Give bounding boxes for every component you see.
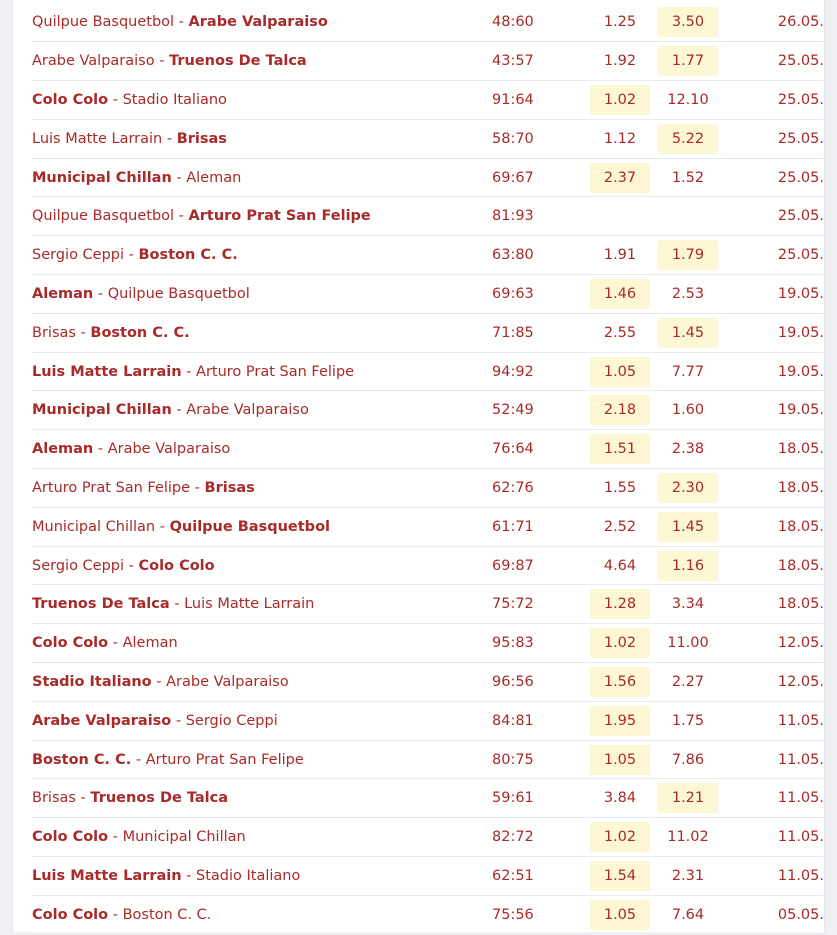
away-team-link[interactable]: Arturo Prat San Felipe: [188, 208, 371, 225]
away-team-link[interactable]: Arturo Prat San Felipe: [145, 751, 304, 768]
team-separator: -: [108, 91, 123, 108]
team-separator: -: [93, 441, 108, 458]
match-cell[interactable]: [32, 624, 492, 663]
odd-home-cell: [586, 197, 654, 236]
odd-away-value[interactable]: 2.30: [658, 473, 718, 503]
odd-home-cell: [586, 236, 654, 275]
match-cell[interactable]: [32, 313, 492, 352]
team-separator: -: [174, 208, 189, 225]
odd-away-value[interactable]: 1.60: [671, 402, 705, 419]
match-row[interactable]: [32, 779, 824, 818]
home-team-link[interactable]: Colo Colo: [32, 635, 109, 652]
away-team-link[interactable]: Sergio Ceppi: [185, 712, 278, 729]
odd-away-cell: [654, 469, 722, 508]
score-cell[interactable]: 59:61: [492, 779, 586, 818]
odd-home-cell: [586, 701, 654, 740]
home-team-link[interactable]: Colo Colo: [32, 829, 109, 846]
home-team-link[interactable]: Municipal Chillan: [32, 402, 172, 419]
odd-away-cell: [654, 546, 722, 585]
away-team-link[interactable]: Stadio Italiano: [122, 91, 227, 108]
odd-home-value[interactable]: 1.55: [603, 479, 637, 496]
odd-home-value[interactable]: 1.56: [590, 667, 650, 697]
score-cell[interactable]: 91:64: [492, 81, 586, 120]
match-date: 25.05.: [722, 42, 824, 81]
match-date: 19.05.: [722, 313, 824, 352]
team-separator: -: [108, 635, 123, 652]
odd-away-value[interactable]: 12.10: [667, 91, 709, 108]
home-team-link[interactable]: Municipal Chillan: [32, 169, 172, 186]
home-team-link[interactable]: Sergio Ceppi: [32, 557, 125, 574]
odd-away-value[interactable]: 2.31: [671, 867, 705, 884]
odd-home-cell: [586, 81, 654, 120]
odd-home-cell: [586, 895, 654, 934]
score-cell[interactable]: 75:56: [492, 895, 586, 934]
away-team-link[interactable]: Aleman: [186, 169, 242, 186]
odd-away-value[interactable]: 1.52: [671, 169, 705, 186]
odd-away-cell: [654, 158, 722, 197]
match-row[interactable]: [32, 507, 824, 546]
away-team-link[interactable]: Aleman: [122, 635, 178, 652]
match-date: 11.05.: [722, 818, 824, 857]
odd-home-value[interactable]: 2.37: [590, 163, 650, 193]
odd-home-value[interactable]: 1.02: [590, 85, 650, 115]
away-team-link[interactable]: Colo Colo: [138, 557, 215, 574]
score-cell[interactable]: 69:67: [492, 158, 586, 197]
score-cell[interactable]: 62:76: [492, 469, 586, 508]
match-row[interactable]: [32, 42, 824, 81]
match-cell[interactable]: [32, 585, 492, 624]
team-separator: -: [181, 867, 197, 884]
match-cell[interactable]: [32, 3, 492, 42]
team-separator: -: [169, 596, 185, 613]
score-cell[interactable]: 69:63: [492, 275, 586, 314]
match-row[interactable]: [32, 158, 824, 197]
score-cell[interactable]: 82:72: [492, 818, 586, 857]
score-cell[interactable]: 75:72: [492, 585, 586, 624]
home-team-link[interactable]: Arabe Valparaiso: [32, 712, 172, 729]
match-cell[interactable]: [32, 546, 492, 585]
score-cell[interactable]: 48:60: [492, 3, 586, 42]
home-team-link[interactable]: Colo Colo: [32, 906, 109, 923]
odd-away-cell: [654, 352, 722, 391]
odd-home-value[interactable]: 1.28: [590, 589, 650, 619]
match-cell[interactable]: [32, 352, 492, 391]
odd-away-value[interactable]: 1.75: [671, 712, 705, 729]
team-separator: -: [108, 829, 123, 846]
odd-away-cell: [654, 430, 722, 469]
odd-away-cell: [654, 624, 722, 663]
match-date: 18.05.: [722, 507, 824, 546]
team-separator: -: [108, 906, 123, 923]
odd-away-cell: [654, 313, 722, 352]
team-separator: -: [181, 363, 197, 380]
match-date: 11.05.: [722, 740, 824, 779]
score-cell[interactable]: 71:85: [492, 313, 586, 352]
odd-home-cell: [586, 352, 654, 391]
odd-home-cell: [586, 391, 654, 430]
team-separator: -: [124, 247, 139, 264]
match-cell[interactable]: [32, 236, 492, 275]
away-team-link[interactable]: Stadio Italiano: [196, 867, 301, 884]
away-team-link[interactable]: Boston C. C.: [90, 324, 190, 341]
odd-home-value[interactable]: 2.52: [603, 518, 637, 535]
away-team-link[interactable]: Truenos De Talca: [169, 53, 307, 70]
match-cell[interactable]: [32, 197, 492, 236]
odd-home-value[interactable]: 1.95: [590, 706, 650, 736]
odd-home-value[interactable]: 1.05: [590, 745, 650, 775]
match-date: 25.05.: [722, 158, 824, 197]
match-date: 11.05.: [722, 779, 824, 818]
match-date: 18.05.: [722, 430, 824, 469]
team-separator: -: [93, 285, 108, 302]
away-team-link[interactable]: Brisas: [204, 479, 255, 496]
away-team-link[interactable]: Arabe Valparaiso: [186, 402, 309, 419]
score-cell[interactable]: 94:92: [492, 352, 586, 391]
team-separator: -: [171, 169, 187, 186]
odd-away-cell: [654, 119, 722, 158]
odd-home-cell: [586, 158, 654, 197]
match-date: 18.05.: [722, 546, 824, 585]
odd-away-cell: [654, 740, 722, 779]
home-team-link[interactable]: Luis Matte Larrain: [32, 130, 163, 147]
odd-home-value[interactable]: 4.64: [603, 557, 637, 574]
match-date: 12.05.: [722, 624, 824, 663]
away-team-link[interactable]: Arabe Valparaiso: [188, 14, 328, 31]
match-row[interactable]: [32, 81, 824, 120]
odd-away-value[interactable]: 7.86: [671, 751, 705, 768]
match-cell[interactable]: [32, 119, 492, 158]
team-separator: -: [155, 518, 170, 535]
match-row[interactable]: [32, 3, 824, 42]
match-date: 18.05.: [722, 585, 824, 624]
odd-home-value[interactable]: 1.54: [590, 861, 650, 891]
odd-away-value[interactable]: 2.53: [671, 285, 705, 302]
match-cell[interactable]: [32, 507, 492, 546]
match-date: 25.05.: [722, 81, 824, 120]
odd-away-cell: [654, 818, 722, 857]
odd-home-value[interactable]: 1.46: [590, 279, 650, 309]
home-team-link[interactable]: Sergio Ceppi: [32, 247, 125, 264]
odd-home-value[interactable]: [590, 199, 650, 229]
home-team-link[interactable]: Aleman: [32, 285, 94, 302]
odd-home-value[interactable]: 1.51: [590, 434, 650, 464]
home-team-link[interactable]: Truenos De Talca: [32, 596, 170, 613]
match-date: 12.05.: [722, 663, 824, 702]
match-cell[interactable]: [32, 469, 492, 508]
away-team-link[interactable]: Luis Matte Larrain: [184, 596, 315, 613]
odd-home-value[interactable]: 2.18: [590, 395, 650, 425]
match-cell[interactable]: [32, 42, 492, 81]
score-cell[interactable]: 63:80: [492, 236, 586, 275]
match-cell[interactable]: [32, 779, 492, 818]
odd-home-value[interactable]: 2.55: [603, 324, 637, 341]
home-team-link[interactable]: Stadio Italiano: [32, 673, 152, 690]
odd-away-value[interactable]: 7.77: [671, 363, 705, 380]
odd-away-value[interactable]: 1.16: [658, 551, 718, 581]
odd-home-cell: [586, 857, 654, 896]
match-date: 11.05.: [722, 701, 824, 740]
odd-home-cell: [586, 818, 654, 857]
match-cell[interactable]: [32, 81, 492, 120]
odd-away-value[interactable]: 1.21: [658, 783, 718, 813]
score-cell[interactable]: 61:71: [492, 507, 586, 546]
team-separator: -: [124, 557, 139, 574]
score-cell[interactable]: 84:81: [492, 701, 586, 740]
odd-home-value[interactable]: 1.05: [590, 357, 650, 387]
odd-away-cell: [654, 701, 722, 740]
home-team-link[interactable]: Arturo Prat San Felipe: [32, 479, 191, 496]
odd-home-cell: [586, 313, 654, 352]
away-team-link[interactable]: Arturo Prat San Felipe: [196, 363, 355, 380]
odd-home-value[interactable]: 1.02: [590, 628, 650, 658]
match-date: 05.05.: [722, 895, 824, 934]
away-team-link[interactable]: Quilpue Basquetbol: [169, 518, 330, 535]
odd-away-cell: [654, 779, 722, 818]
team-separator: -: [162, 130, 177, 147]
match-date: 19.05.: [722, 391, 824, 430]
match-date: 25.05.: [722, 236, 824, 275]
odd-away-cell: [654, 895, 722, 934]
match-cell[interactable]: [32, 391, 492, 430]
home-team-link[interactable]: Aleman: [32, 441, 94, 458]
odd-away-cell: [654, 197, 722, 236]
odd-away-value[interactable]: 1.77: [658, 46, 718, 76]
match-cell[interactable]: [32, 701, 492, 740]
team-separator: -: [75, 790, 91, 807]
away-team-link[interactable]: Arabe Valparaiso: [166, 673, 289, 690]
match-row[interactable]: [32, 895, 824, 934]
match-date: 18.05.: [722, 469, 824, 508]
away-team-link[interactable]: Quilpue Basquetbol: [107, 285, 250, 302]
score-cell[interactable]: 76:64: [492, 430, 586, 469]
home-team-link[interactable]: Luis Matte Larrain: [32, 867, 182, 884]
home-team-link[interactable]: Quilpue Basquetbol: [32, 14, 175, 31]
match-row[interactable]: [32, 313, 824, 352]
match-row[interactable]: [32, 275, 824, 314]
results-panel: [12, 0, 825, 932]
score-cell[interactable]: 52:49: [492, 391, 586, 430]
away-team-link[interactable]: Truenos De Talca: [90, 790, 229, 807]
odd-home-cell: [586, 779, 654, 818]
results-table: [32, 3, 824, 935]
team-separator: -: [75, 324, 91, 341]
odd-away-cell: [654, 275, 722, 314]
match-row[interactable]: [32, 197, 824, 236]
home-team-link[interactable]: Brisas: [32, 790, 76, 807]
odd-away-cell: [654, 507, 722, 546]
odd-away-value[interactable]: 7.64: [671, 906, 705, 923]
match-row[interactable]: [32, 430, 824, 469]
away-team-link[interactable]: Boston C. C.: [122, 906, 212, 923]
match-row[interactable]: [32, 585, 824, 624]
match-row[interactable]: [32, 701, 824, 740]
odd-away-value[interactable]: 1.79: [658, 240, 718, 270]
match-row[interactable]: [32, 546, 824, 585]
odd-away-cell: [654, 42, 722, 81]
odd-away-value[interactable]: 1.45: [658, 318, 718, 348]
odd-away-cell: [654, 236, 722, 275]
team-separator: -: [171, 402, 187, 419]
match-cell[interactable]: [32, 895, 492, 934]
odd-home-value[interactable]: 1.25: [603, 14, 637, 31]
match-row[interactable]: [32, 857, 824, 896]
odd-home-cell: [586, 275, 654, 314]
home-team-link[interactable]: Colo Colo: [32, 91, 109, 108]
match-date: 26.05.: [722, 3, 824, 42]
odd-away-cell: [654, 81, 722, 120]
odd-away-value[interactable]: 11.00: [667, 635, 709, 652]
match-cell[interactable]: [32, 818, 492, 857]
score-cell[interactable]: 95:83: [492, 624, 586, 663]
odd-away-value[interactable]: 11.02: [667, 829, 709, 846]
odd-home-cell: [586, 42, 654, 81]
odd-away-value[interactable]: 3.50: [658, 7, 718, 37]
odd-away-cell: [654, 585, 722, 624]
odd-home-cell: [586, 430, 654, 469]
match-row[interactable]: [32, 818, 824, 857]
odd-home-value[interactable]: 1.12: [603, 130, 637, 147]
away-team-link[interactable]: Municipal Chillan: [122, 829, 246, 846]
odd-home-value[interactable]: 3.84: [603, 790, 637, 807]
team-separator: -: [131, 751, 146, 768]
odd-away-value[interactable]: 2.38: [671, 441, 705, 458]
odd-home-value[interactable]: 1.92: [603, 53, 637, 70]
match-date: 19.05.: [722, 352, 824, 391]
odd-away-value[interactable]: 1.45: [658, 512, 718, 542]
odd-home-cell: [586, 3, 654, 42]
match-row[interactable]: [32, 663, 824, 702]
odd-away-cell: [654, 663, 722, 702]
odd-home-cell: [586, 740, 654, 779]
match-row[interactable]: [32, 391, 824, 430]
odd-home-value[interactable]: 1.02: [590, 822, 650, 852]
odd-home-cell: [586, 624, 654, 663]
match-row[interactable]: [32, 119, 824, 158]
match-row[interactable]: [32, 469, 824, 508]
score-cell[interactable]: 62:51: [492, 857, 586, 896]
odd-away-value[interactable]: 3.34: [671, 596, 705, 613]
home-team-link[interactable]: Quilpue Basquetbol: [32, 208, 175, 225]
score-cell[interactable]: 69:87: [492, 546, 586, 585]
team-separator: -: [190, 479, 205, 496]
odd-away-value[interactable]: 2.27: [671, 673, 705, 690]
away-team-link[interactable]: Arabe Valparaiso: [107, 441, 231, 458]
match-cell[interactable]: [32, 158, 492, 197]
odd-home-cell: [586, 663, 654, 702]
match-row[interactable]: [32, 740, 824, 779]
away-team-link[interactable]: Boston C. C.: [138, 247, 238, 264]
score-cell[interactable]: 81:93: [492, 197, 586, 236]
home-team-link[interactable]: Brisas: [32, 324, 76, 341]
odd-away-value[interactable]: 5.22: [658, 124, 718, 154]
score-cell[interactable]: 96:56: [492, 663, 586, 702]
home-team-link[interactable]: Arabe Valparaiso: [32, 53, 155, 70]
team-separator: -: [154, 53, 170, 70]
match-cell[interactable]: [32, 740, 492, 779]
odd-home-cell: [586, 546, 654, 585]
match-date: 19.05.: [722, 275, 824, 314]
match-cell[interactable]: [32, 430, 492, 469]
match-row[interactable]: [32, 624, 824, 663]
match-cell[interactable]: [32, 275, 492, 314]
score-cell[interactable]: 43:57: [492, 42, 586, 81]
match-date: 11.05.: [722, 857, 824, 896]
odd-away-cell: [654, 857, 722, 896]
odd-away-cell: [654, 3, 722, 42]
odd-home-cell: [586, 585, 654, 624]
home-team-link[interactable]: Boston C. C.: [32, 751, 132, 768]
match-cell[interactable]: [32, 857, 492, 896]
team-separator: -: [174, 14, 189, 31]
odd-away-cell: [654, 391, 722, 430]
odd-away-value[interactable]: [658, 199, 718, 229]
home-team-link[interactable]: Municipal Chillan: [32, 518, 156, 535]
score-cell[interactable]: 58:70: [492, 119, 586, 158]
odd-home-cell: [586, 507, 654, 546]
odd-home-cell: [586, 469, 654, 508]
results-table-body: [32, 3, 824, 934]
team-separator: -: [171, 712, 186, 729]
match-date: 25.05.: [722, 119, 824, 158]
odd-home-cell: [586, 119, 654, 158]
match-date: 25.05.: [722, 197, 824, 236]
match-row[interactable]: [32, 352, 824, 391]
away-team-link[interactable]: Brisas: [176, 130, 227, 147]
match-row[interactable]: [32, 236, 824, 275]
match-cell[interactable]: [32, 663, 492, 702]
score-cell[interactable]: 80:75: [492, 740, 586, 779]
team-separator: -: [151, 673, 167, 690]
odd-home-value[interactable]: 1.05: [590, 900, 650, 930]
home-team-link[interactable]: Luis Matte Larrain: [32, 363, 182, 380]
odd-home-value[interactable]: 1.91: [603, 247, 637, 264]
